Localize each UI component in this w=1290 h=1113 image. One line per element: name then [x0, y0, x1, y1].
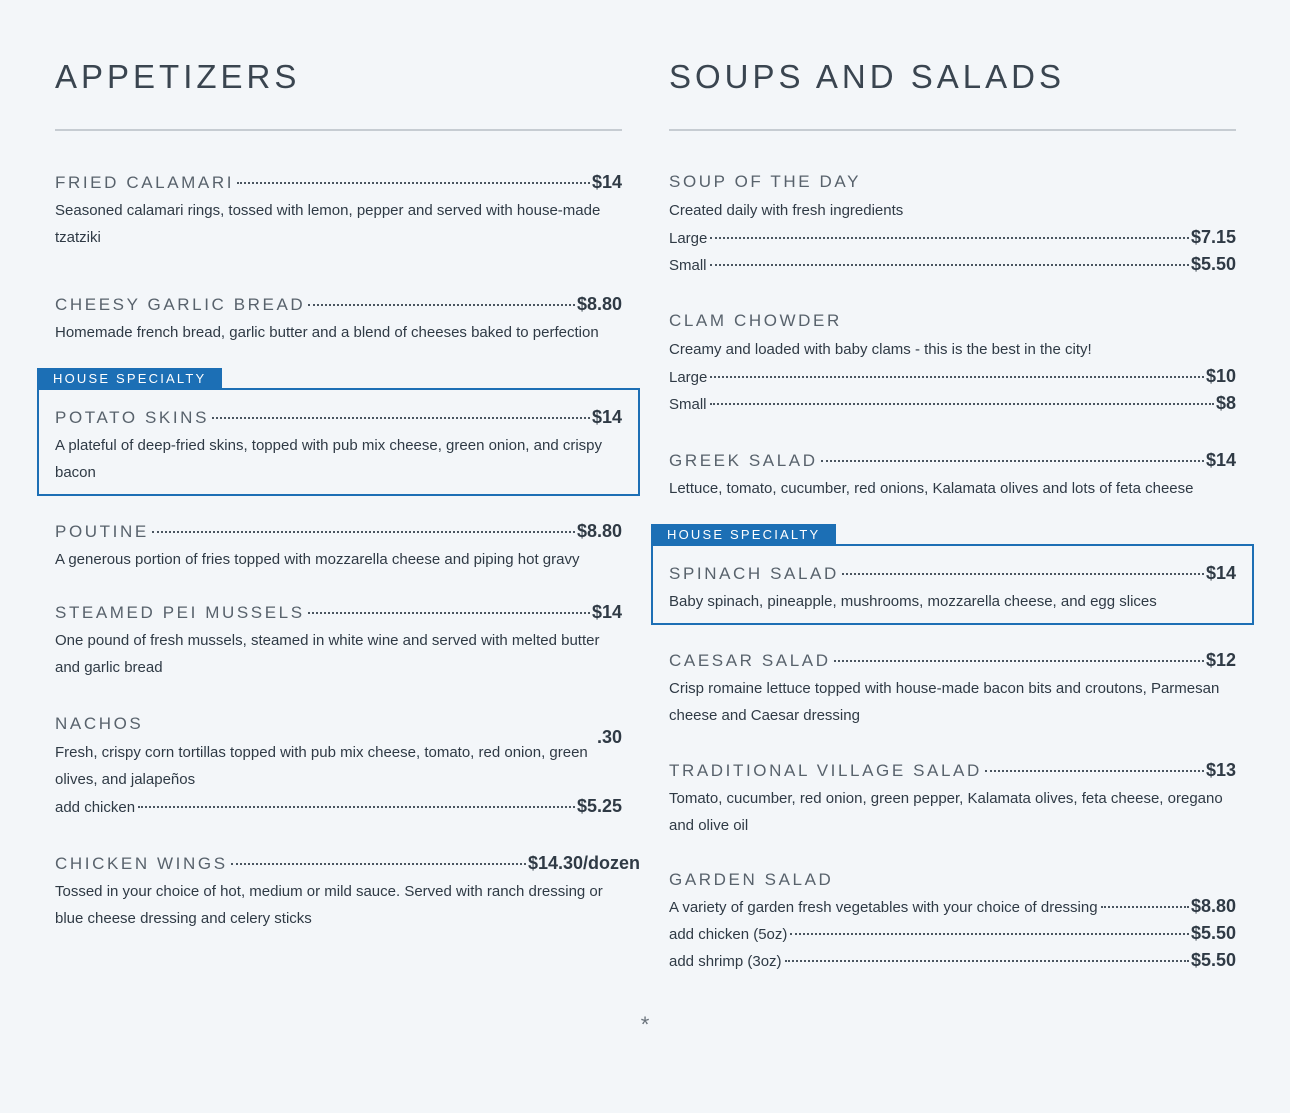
menu-item-soup-of-the-day	[669, 169, 1236, 278]
addon-price: $5.50	[1190, 923, 1236, 943]
menu-item-traditional-village-salad	[669, 757, 1236, 839]
addon-label: add chicken	[55, 799, 136, 816]
dot-leader	[308, 304, 575, 306]
item-price: $8.80	[576, 294, 622, 314]
item-description: A variety of garden fresh vegetables with your choice of dressing	[669, 899, 1098, 916]
item-price: $8.80	[1190, 896, 1236, 916]
dot-leader	[212, 417, 590, 419]
house-specialty-box	[37, 371, 640, 496]
menu-item-caesar-salad	[669, 647, 1236, 729]
item-name: CHEESY GARLIC BREAD	[55, 295, 306, 314]
menu-item-spinach-salad	[667, 527, 1236, 625]
item-name: GREEK SALAD	[669, 451, 818, 470]
section-title-soups-salads: SOUPS AND SALADS	[669, 58, 1065, 95]
size-price: $10	[1205, 366, 1236, 386]
dot-leader	[710, 237, 1189, 239]
dot-leader	[710, 376, 1204, 378]
menu-item-nachos	[55, 711, 622, 820]
item-name: NACHOS	[55, 714, 144, 733]
item-description: Created daily with fresh ingredients	[669, 202, 904, 219]
house-specialty-box	[651, 527, 1254, 625]
house-specialty-badge: HOUSE SPECIALTY	[37, 368, 222, 390]
item-price: .30	[596, 727, 622, 747]
item-description: Homemade french bread, garlic butter and a blend of cheeses baked to perfection	[55, 324, 599, 341]
dot-leader	[834, 660, 1204, 662]
size-row-large	[669, 363, 1236, 390]
section-title-appetizers: APPETIZERS	[55, 58, 301, 95]
item-description: Lettuce, tomato, cucumber, red onions, Kalamata olives and lots of feta cheese	[669, 480, 1194, 497]
menu-item-potato-skins	[53, 371, 622, 496]
item-price: $12	[1205, 650, 1236, 670]
item-name: CHICKEN WINGS	[55, 854, 228, 873]
house-specialty-badge: HOUSE SPECIALTY	[651, 524, 836, 546]
soups-salads-column	[669, 55, 1236, 974]
item-name: SOUP OF THE DAY	[669, 172, 862, 191]
size-label: Small	[669, 396, 707, 413]
menu-item-poutine	[55, 518, 622, 573]
footer-ornament: *	[640, 1012, 650, 1037]
item-name: GARDEN SALAD	[669, 870, 834, 889]
addon-row	[669, 920, 1236, 947]
addon-label: add chicken (5oz)	[669, 926, 788, 943]
dot-leader	[821, 460, 1204, 462]
item-price: $14	[591, 602, 622, 622]
addon-row	[669, 947, 1236, 974]
menu-item-cheesy-garlic-bread	[55, 291, 622, 346]
menu-item-steamed-pei-mussels	[55, 599, 622, 681]
item-description: Crisp romaine lettuce topped with house-made bacon bits and croutons, Parmesan cheese and Caesar dressing	[669, 680, 1220, 724]
dot-leader	[710, 403, 1214, 405]
menu-item-chicken-wings	[55, 850, 640, 932]
size-price: $7.15	[1190, 227, 1236, 247]
section-divider	[669, 129, 1236, 131]
size-label: Large	[669, 230, 708, 247]
item-description: A plateful of deep-fried skins, topped with pub mix cheese, green onion, and crispy bacon	[55, 437, 602, 481]
item-description: Baby spinach, pineapple, mushrooms, mozzarella cheese, and egg slices	[669, 593, 1157, 610]
appetizers-column	[53, 55, 640, 932]
item-description: Seasoned calamari rings, tossed with lemon, pepper and served with house-made tzatziki	[55, 202, 601, 246]
item-name: STEAMED PEI MUSSELS	[55, 603, 305, 622]
item-description: Creamy and loaded with baby clams - this is the best in the city!	[669, 341, 1092, 358]
dot-leader	[985, 770, 1204, 772]
item-name: SPINACH SALAD	[669, 564, 839, 583]
item-description: One pound of fresh mussels, steamed in white wine and served with melted butter and garlic bread	[55, 632, 600, 676]
size-price: $8	[1215, 393, 1236, 413]
item-name: CAESAR SALAD	[669, 651, 831, 670]
addon-row	[55, 793, 622, 820]
item-price: $14.30/dozen	[527, 853, 640, 873]
dot-leader	[710, 264, 1189, 266]
addon-label: add shrimp (3oz)	[669, 953, 782, 970]
dot-leader	[237, 182, 590, 184]
dot-leader	[785, 960, 1189, 962]
item-description: A generous portion of fries topped with mozzarella cheese and piping hot gravy	[55, 551, 580, 568]
dot-leader	[152, 531, 575, 533]
dot-leader	[308, 612, 590, 614]
item-description: Tossed in your choice of hot, medium or mild sauce. Served with ranch dressing or blue cheese dressing and celery sticks	[55, 883, 603, 927]
item-price: $14	[591, 172, 622, 192]
size-label: Large	[669, 369, 708, 386]
item-description: Tomato, cucumber, red onion, green pepper, Kalamata olives, feta cheese, oregano and olive oil	[669, 790, 1223, 834]
garden-salad-base-row	[669, 893, 1236, 920]
size-row-small	[669, 390, 1236, 417]
item-name: POTATO SKINS	[55, 408, 210, 427]
dot-leader	[790, 933, 1189, 935]
menu-item-clam-chowder	[669, 308, 1236, 417]
size-label: Small	[669, 257, 707, 274]
size-row-large	[669, 224, 1236, 251]
dot-leader	[1101, 906, 1189, 908]
item-description: Fresh, crispy corn tortillas topped with pub mix cheese, tomato, red onion, green olives, and jalapeños	[55, 744, 588, 788]
item-price: $13	[1205, 760, 1236, 780]
dot-leader	[231, 863, 526, 865]
item-price: $14	[1205, 450, 1236, 470]
addon-price: $5.25	[576, 796, 622, 816]
item-price: $14	[1205, 563, 1236, 583]
item-price: $14	[591, 407, 622, 427]
addon-price: $5.50	[1190, 950, 1236, 970]
menu-item-fried-calamari	[55, 169, 622, 251]
section-divider	[55, 129, 622, 131]
size-row-small	[669, 251, 1236, 278]
menu-item-greek-salad	[669, 447, 1236, 502]
item-name: CLAM CHOWDER	[669, 311, 842, 330]
menu-item-garden-salad	[669, 867, 1236, 974]
size-price: $5.50	[1190, 254, 1236, 274]
item-name: FRIED CALAMARI	[55, 173, 235, 192]
dot-leader	[842, 573, 1204, 575]
item-name: TRADITIONAL VILLAGE SALAD	[669, 761, 982, 780]
item-price: $8.80	[576, 521, 622, 541]
dot-leader	[138, 806, 575, 808]
item-name: POUTINE	[55, 522, 149, 541]
